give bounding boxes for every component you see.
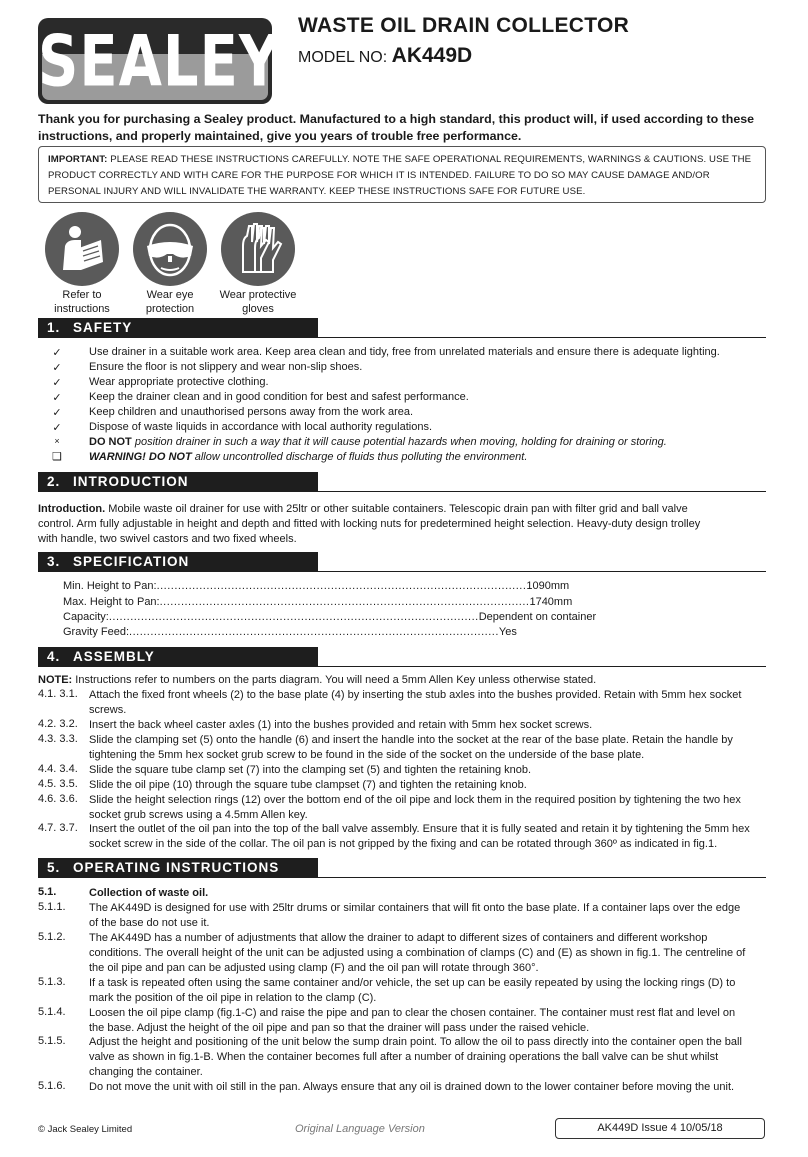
safety-warning: DO NOT position drainer in such a way that it will cause potential hazards when moving, holding for draining or storing. — [89, 436, 667, 448]
divider — [38, 877, 766, 878]
spec-row: Min. Height to Pan: ........................................................................................................ 1090mm — [63, 580, 570, 592]
op-number: 5.1.5. — [38, 1035, 66, 1047]
safety-item: Use drainer in a suitable work area. Keep area clean and tidy, free from unrelated materials and ensure there is adequate lighting. — [89, 346, 720, 358]
sealey-logo — [38, 18, 281, 104]
op-step: Do not move the unit with oil still in the pan. Always ensure that any oil is drained down to the lower container before moving the unit. — [89, 1081, 735, 1093]
check-icon: ✓ — [52, 407, 62, 419]
spec-row: Gravity Feed: ........................................................................................................ Yes — [63, 626, 517, 638]
op-step: The AK449D has a number of adjustments that allow the drainer to adapt to different sizes of containers and different workshop conditions. The overall height of the unit can be adjusted using a combination of clamps (C) and (E) as shown in fig.1. The centreline of the oil pipe and pan can be adjusted using clamp (F) and the oil pan will rotate through 360°. — [89, 932, 746, 974]
op-step: If a task is repeated often using the same container and/or vehicle, the set up can be easily repeated by using the locking rings (D) to mark the position of the oil pipe in relation to the clamp (C). — [89, 977, 736, 1004]
op-number: 5.1.3. — [38, 976, 66, 988]
safety-item: Keep children and unauthorised persons away from the work area. — [89, 406, 414, 418]
section-heading-safety: 1. SAFETY — [38, 318, 318, 338]
important-notice — [38, 146, 766, 203]
assembly-step: Attach the fixed front wheels (2) to the base plate (4) by inserting the stub axles into the bushes provided. Retain with 5mm hex socket screws. — [89, 689, 742, 716]
box-icon: ❑ — [52, 451, 62, 463]
op-number: 5.1.2. — [38, 931, 66, 943]
model-line — [298, 44, 472, 68]
assembly-step: Insert the back wheel caster axles (1) into the bushes provided and retain with 5mm hex socket screws. — [89, 719, 593, 731]
safety-item: Dispose of waste liquids in accordance with local authority regulations. — [89, 421, 433, 433]
assembly-step: Slide the height selection rings (12) over the bottom end of the oil pipe and lock them in the required position by tightening the two hex socket grub screws using a 4.5mm Allen key. — [89, 794, 741, 821]
op-step: Adjust the height and positioning of the unit below the sump drain point. To allow the oil to pass directly into the container open the ball valve as shown in fig.1-B. When the container becomes full after a number of draining operations the ball valve can be shut whilst changing the container. — [89, 1036, 742, 1078]
footer-copyright: © Jack Sealey Limited — [38, 1124, 133, 1135]
model-number: AK449D — [391, 44, 473, 67]
step-number: 4.4. 3.4. — [38, 763, 78, 775]
step-number: 4.3. 3.3. — [38, 733, 78, 745]
subsection-number: 5.1. — [38, 886, 57, 898]
check-icon: ✓ — [52, 377, 62, 389]
icon-label-eye: Wear eye protection — [145, 289, 195, 315]
divider — [38, 491, 766, 492]
spec-row: Capacity: ........................................................................................................ Dependent on container — [63, 611, 597, 623]
check-icon: ✓ — [52, 347, 62, 359]
model-label: MODEL NO: — [298, 49, 388, 66]
step-number: 4.2. 3.2. — [38, 718, 78, 730]
subsection-title: Collection of waste oil. — [89, 887, 209, 899]
section-heading-introduction: 2. INTRODUCTION — [38, 472, 318, 492]
assembly-step: Slide the square tube clamp set (7) into the clamping set (5) and tighten the retaining knob. — [89, 764, 532, 776]
safety-warning: WARNING! DO NOT allow uncontrolled discharge of fluids thus polluting the environment. — [89, 451, 528, 463]
op-number: 5.1.1. — [38, 901, 66, 913]
op-step: Loosen the oil pipe clamp (fig.1-C) and raise the pipe and pan to clear the chosen container. The container must rest flat and level on the base. Adjust the height of the oil pipe and pan so that the drainer will pass under the raised vehicle. — [89, 1007, 736, 1034]
thank-you-text: Thank you for purchasing a Sealey product. Manufactured to a high standard, this product will, if used according to these instructions, and properly maintained, give you years of trouble free performance. — [38, 112, 754, 143]
op-step: The AK449D is designed for use with 25ltr drums or similar containers that will fit onto the base plate. If a container laps over the edge of the base do not use it. — [89, 902, 741, 929]
spec-row: Max. Height to Pan: ........................................................................................................ 1740mm — [63, 596, 573, 608]
cross-icon: × — [54, 436, 60, 446]
op-number: 5.1.6. — [38, 1080, 66, 1092]
safety-item: Wear appropriate protective clothing. — [89, 376, 269, 388]
step-number: 4.6. 3.6. — [38, 793, 78, 805]
divider — [38, 666, 766, 667]
section-heading-assembly: 4. ASSEMBLY — [38, 647, 318, 667]
op-number: 5.1.4. — [38, 1006, 66, 1018]
assembly-step: Insert the outlet of the oil pan into the top of the ball valve assembly. Ensure that it is fully seated and retain it by tightening the 5mm hex socket screw in the side of the collar. The oil pan is not gripped by the fixing and can be rotated through 360º as indicated in fig.1. — [89, 823, 750, 850]
icon-label-instructions: Refer to instructions — [54, 289, 110, 315]
check-icon: ✓ — [52, 422, 62, 434]
section-heading-operating: 5. OPERATING INSTRUCTIONS — [38, 858, 318, 878]
step-number: 4.7. 3.7. — [38, 822, 78, 834]
footer-language: Original Language Version — [295, 1123, 425, 1135]
divider — [38, 337, 766, 338]
document-title: WASTE OIL DRAIN COLLECTOR — [298, 14, 630, 37]
check-icon: ✓ — [52, 392, 62, 404]
important-text: PLEASE READ THESE INSTRUCTIONS CAREFULLY. NOTE THE SAFE OPERATIONAL REQUIREMENTS, WARNINGS & CAUTIONS. USE THE PRODUCT CORRECTLY AND WITH CARE FOR THE PURPOSE FOR WHICH IT IS INTENDED. FAILURE TO DO SO MAY CAUSE DAMAGE AND/OR PERSONAL INJURY AND WILL INVALIDATE THE WARRANTY. KEEP THESE INSTRUCTIONS SAFE FOR FUTURE USE. — [48, 154, 752, 197]
assembly-step: Slide the clamping set (5) onto the handle (6) and insert the handle into the socket at the rear of the base plate. Retain the handle by tightening the 5mm hex socket grub screw to be found in the side of the socket on the underside of the base plate. — [89, 734, 733, 761]
assembly-step: Slide the oil pipe (10) through the square tube clampset (7) and tighten the retaining knob. — [89, 779, 527, 791]
icon-label-gloves: Wear protective gloves — [219, 289, 297, 315]
read-manual-icon — [45, 212, 119, 286]
important-label: IMPORTANT: — [48, 154, 108, 165]
check-icon: ✓ — [52, 362, 62, 374]
gloves-icon — [221, 212, 295, 286]
safety-item: Keep the drainer clean and in good condition for best and safest performance. — [89, 391, 469, 403]
introduction-text: Introduction. Mobile waste oil drainer for use with 25ltr or other suitable containers. Telescopic drain pan with filter grid and ball valve control. Arm fully adjustable in height and depth and fitted with locking nuts for predetermined height selection. Heavy-duty design trolley with handle, two swivel castors and two fixed wheels. — [38, 503, 701, 545]
brand-wordmark: SEALEY — [38, 21, 281, 103]
eye-protection-icon — [133, 212, 207, 286]
step-number: 4.1. 3.1. — [38, 688, 78, 700]
footer-issue: AK449D Issue 4 10/05/18 — [555, 1118, 765, 1139]
section-heading-specification: 3. SPECIFICATION — [38, 552, 318, 572]
assembly-note: NOTE: Instructions refer to numbers on the parts diagram. You will need a 5mm Allen Key unless otherwise stated. — [38, 674, 597, 686]
divider — [38, 571, 766, 572]
step-number: 4.5. 3.5. — [38, 778, 78, 790]
safety-item: Ensure the floor is not slippery and wear non-slip shoes. — [89, 361, 363, 373]
